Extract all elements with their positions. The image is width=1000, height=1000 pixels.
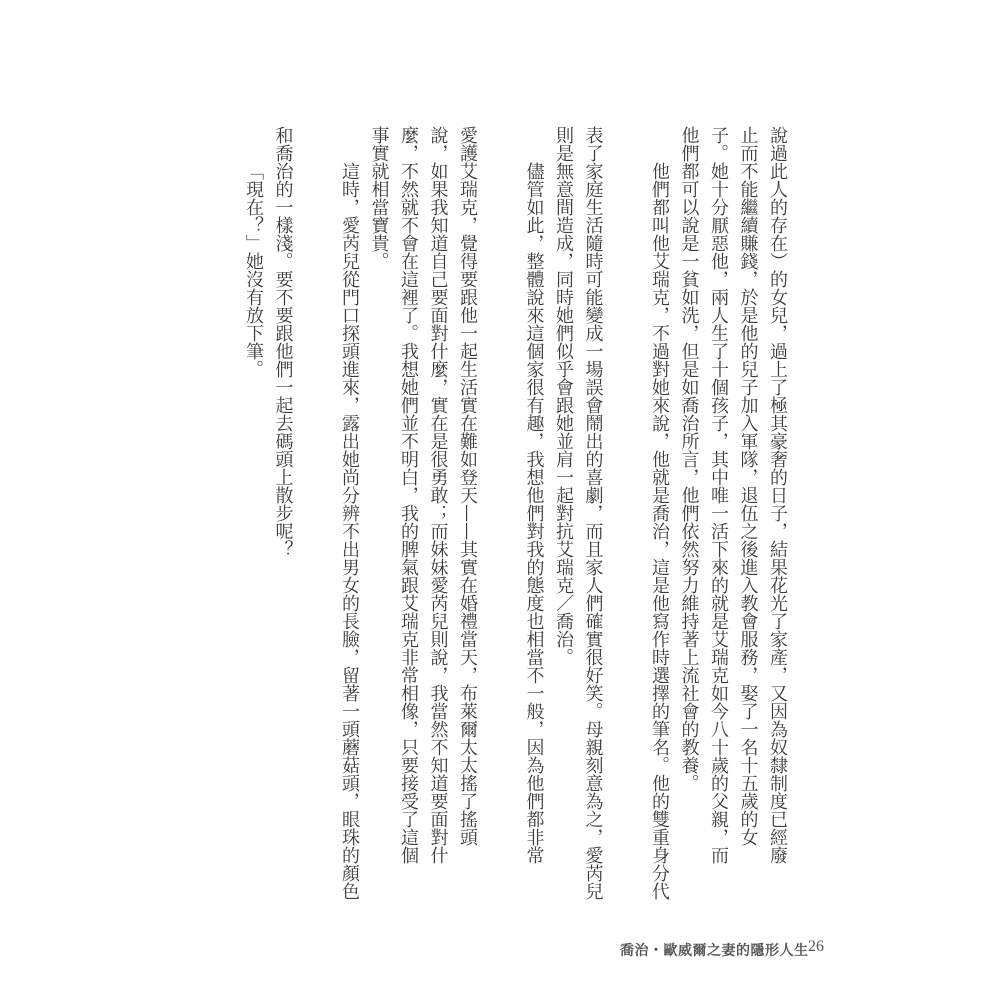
- dialogue-line: 「現在？」她沒有放下筆。: [243, 162, 264, 378]
- text-line: 說過此人的存在）的女兒，過上了極其豪奢的日子，結果花光了家產，又因為奴隸制度已經廢: [767, 126, 788, 864]
- text-line: 他們都可以說是一貧如洗，但是如喬治所言，他們依然努力維持著上流社會的教養。: [678, 126, 700, 792]
- paragraph-first-line: 這時，愛芮兒從門口探頭進來，露出她尚分辨不出男女的長臉，留著一頭蘑菇頭，眼珠的顏色: [339, 162, 360, 900]
- text-line: 麼，不然就不會在這裡了。我想她們並不明白，我的脾氣跟艾瑞克非常相像，只要接受了這個: [398, 126, 419, 864]
- text-line: 子。她十分厭惡他，兩人生了十個孩子，其中唯一活下來的就是艾瑞克如今八十歲的父親，而: [708, 126, 729, 864]
- text-line: 說，如果我知道自己要面對什麼，實在是很勇敢；而妹妹愛芮兒則說，我當然不知道要面對什: [427, 126, 449, 864]
- text-line: 止而不能繼續賺錢，於是他的兒子加入軍隊，退伍之後進入教會服務，娶了一名十五歲的女: [737, 126, 759, 846]
- text-line: 表了家庭生活隨時可能變成一場誤會鬧出的喜劇，而且家人們確實很好笑。母親刻意為之，愛芮兒: [582, 126, 604, 900]
- text-line: 和喬治的一樣淺。要不要跟他們一起去碼頭上散步呢？: [272, 126, 294, 558]
- text-line: 事實就相當寶貴。: [368, 126, 390, 270]
- vertical-body-text: [239, 126, 793, 900]
- page-number: 26: [808, 938, 824, 955]
- paragraph-first-line: 儘管如此，整體說來這個家很有趣，我想他們對我的態度也相當不一般，因為他們都非常: [523, 162, 545, 864]
- paragraph-first-line: 他們都叫他艾瑞克，不過對她來說，他就是喬治，這是他寫作時選擇的筆名。他的雙重身分代: [649, 162, 670, 900]
- running-title: 喬治・歐威爾之妻的隱形人生: [620, 943, 809, 959]
- text-line: 則是無意間造成，同時她們似乎會跟她並肩一起對抗艾瑞克／喬治。: [553, 126, 574, 666]
- text-line: 愛護艾瑞克，覺得要跟他一起生活實在難如登天——其實在婚禮當天，布萊爾太太搖了搖頭: [457, 126, 478, 846]
